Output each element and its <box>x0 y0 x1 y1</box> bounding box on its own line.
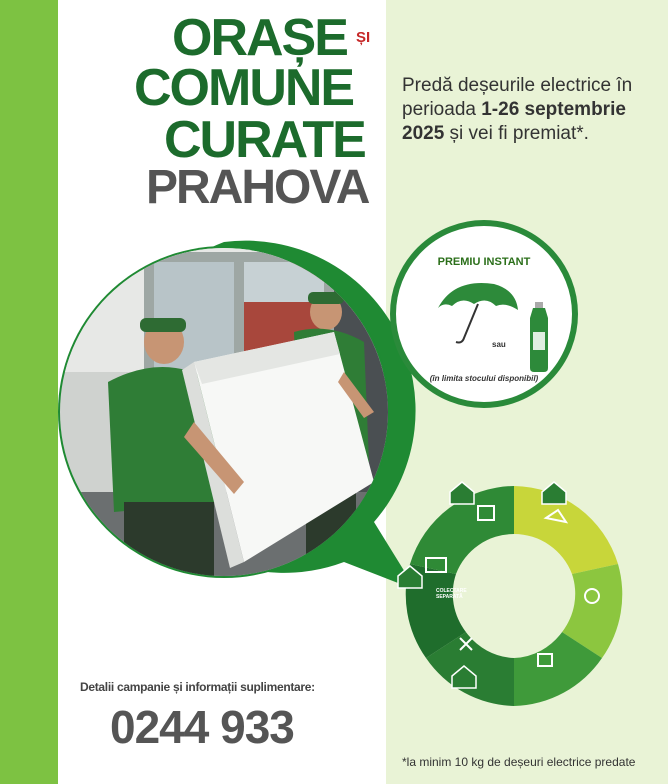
footnote: *la minim 10 kg de deșeuri electrice predate <box>402 755 636 769</box>
promo-text-before: Predă deșeurile electrice în perioada <box>402 75 633 120</box>
prize-or-label: sau <box>492 340 506 349</box>
bottle-icon <box>524 302 554 372</box>
title-conjunction: ȘI <box>356 29 371 46</box>
recycle-check-icon <box>450 482 474 504</box>
campaign-details-label: Detalii campanie și informații suplimentare: <box>80 680 315 694</box>
recycling-cycle-diagram <box>396 478 632 714</box>
umbrella-icon <box>434 274 520 348</box>
title-line-4: PRAHOVA <box>146 161 369 214</box>
prize-title: PREMIU INSTANT <box>437 256 531 268</box>
photo-workers-carrying-appliance <box>44 232 424 612</box>
photo-illustration <box>44 232 424 612</box>
title-line-1: ORAȘE <box>172 9 347 67</box>
promo-text-after: și vei fi premiat*. <box>444 123 589 144</box>
recycle-check-icon-2 <box>542 482 566 504</box>
prize-stock-note: (în limita stocului disponibil) <box>429 374 539 383</box>
promo-dates: 1-26 septembrie 2025 <box>402 99 626 144</box>
phone-number[interactable]: 0244 933 <box>110 701 294 753</box>
cycle-label-line1: COLECTARE <box>436 588 467 594</box>
title-line-2: COMUNE <box>134 59 354 117</box>
cycle-label-line2: SEPARATĂ <box>436 594 463 600</box>
instant-prize-badge <box>390 220 578 408</box>
title-line-3: CURATE <box>164 111 365 169</box>
promo-text <box>402 74 652 146</box>
